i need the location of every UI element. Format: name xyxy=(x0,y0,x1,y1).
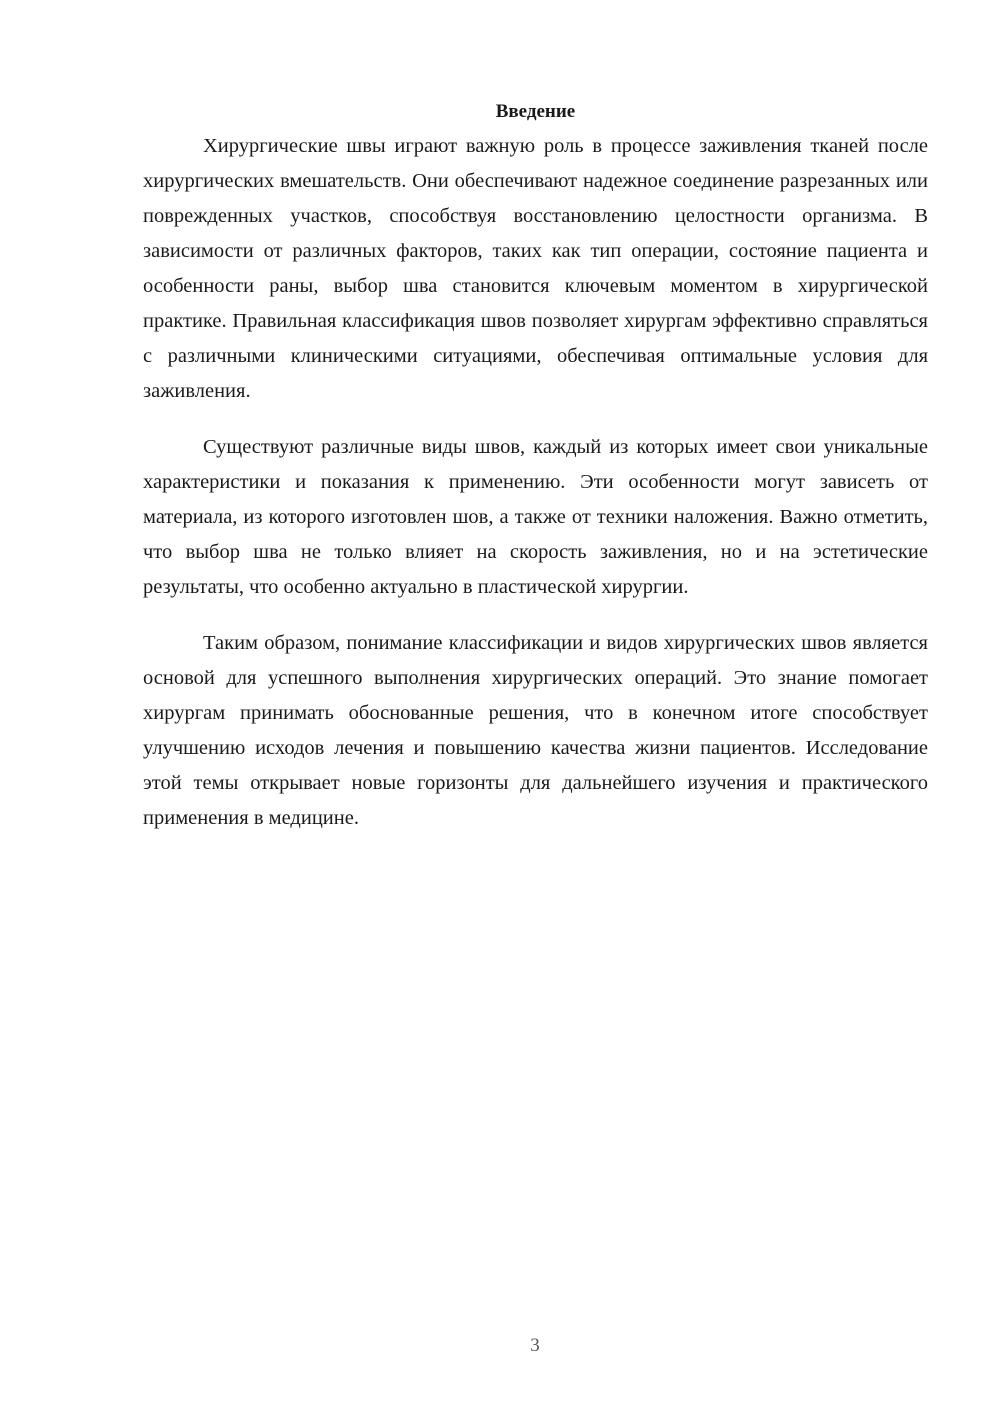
paragraph-1: Хирургические швы играют важную роль в процессе заживления тканей после хирургических вмешательств. Они обеспечивают надежное соединение разрезанных или поврежденных участков, способствуя восстановлению целостности организма. В зависимости от различных факторов, таких как тип операции, состояние пациента и особенности раны, выбор шва становится ключевым моментом в хирургической практике. Правильная классификация швов позволяет хирургам эффективно справляться с различными клиническими ситуациями, обеспечивая оптимальные условия для заживления. xyxy=(143,135,928,402)
paragraph-3: Таким образом, понимание классификации и видов хирургических швов является основой для успешного выполнения хирургических операций. Это знание помогает хирургам принимать обоснованные решения, что в конечном итоге способствует улучшению исходов лечения и повышению качества жизни пациентов. Исследование этой темы открывает новые горизонты для дальнейшего изучения и практического применения в медицине. xyxy=(143,632,928,829)
section-heading: Введение xyxy=(495,101,576,122)
page-number: 3 xyxy=(530,1335,540,1356)
page-content xyxy=(143,94,928,836)
paragraph-2: Существуют различные виды швов, каждый из которых имеет свои уникальные характеристики и показания к применению. Эти особенности могут зависеть от материала, из которого изготовлен шов, а также от техники наложения. Важно отметить, что выбор шва не только влияет на скорость заживления, но и на эстетические результаты, что особенно актуально в пластической хирургии. xyxy=(143,436,928,598)
